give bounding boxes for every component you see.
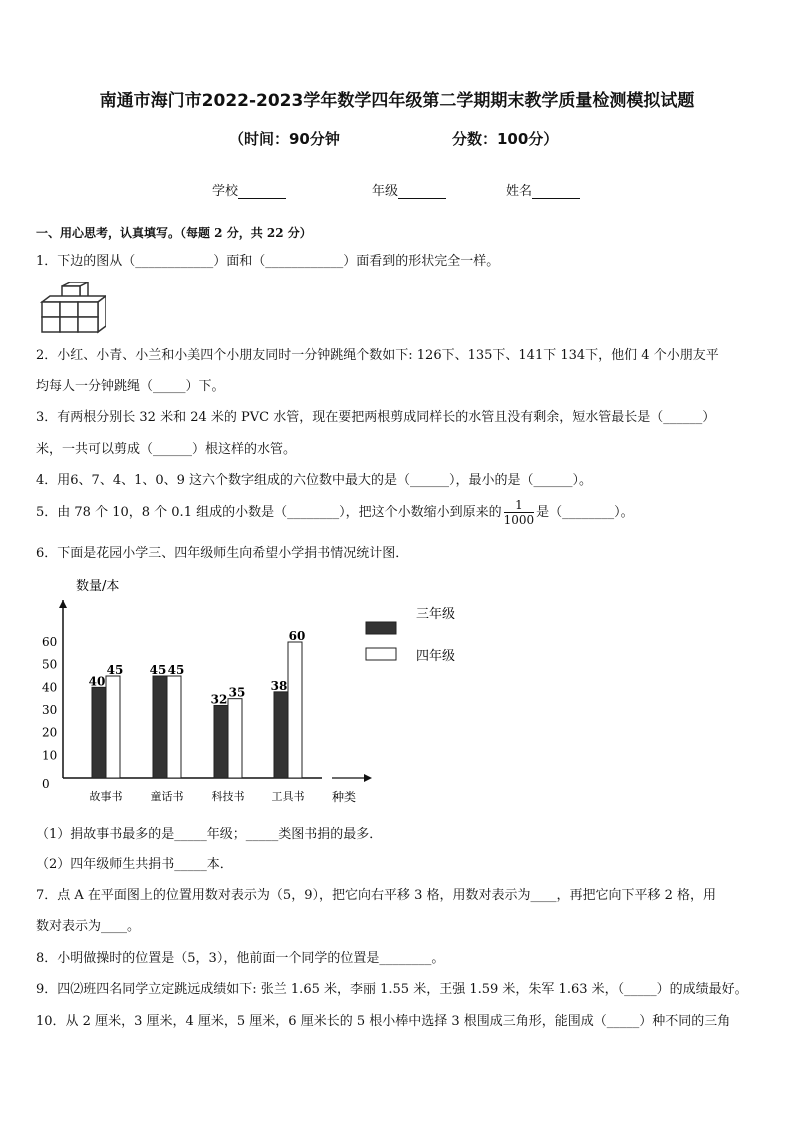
bar-value-label: 45	[106, 663, 124, 677]
x-axis-label: 种类	[332, 790, 357, 804]
fraction-denominator: 1000	[503, 513, 535, 527]
fraction	[504, 498, 535, 527]
school-field[interactable]	[212, 180, 286, 199]
page-title: 南通市海门市2022-2023学年数学四年级第二学期期末教学质量检测模拟试题	[99, 91, 695, 111]
y-tick-label: 50	[42, 657, 58, 672]
question-7-line-2: 数对表示为____。	[36, 919, 141, 934]
y-tick-label: 30	[42, 703, 58, 717]
bar-value-label: 32	[210, 692, 228, 707]
y-tick-label: 20	[42, 725, 58, 740]
fraction-numerator: 1	[504, 498, 535, 513]
bar-chart	[40, 570, 480, 810]
grade-label: 年级	[372, 184, 399, 199]
bar-value-label: 35	[228, 685, 246, 700]
bar-value-label: 45	[167, 663, 185, 677]
x-tick-label: 故事书	[89, 790, 123, 803]
name-label: 姓名	[506, 184, 533, 199]
grade-field[interactable]	[372, 180, 446, 199]
question-8: 8．小明做操时的位置是（5，3），他前面一个同学的位置是________。	[36, 951, 445, 966]
legend-swatch	[366, 622, 396, 634]
y-axis-arrow	[59, 600, 67, 608]
x-tick-label: 童话书	[150, 790, 184, 803]
question-9: 9．四⑵班四名同学立定跳远成绩如下: 张兰 1.65 米，李丽 1.55 米，王强 1.59 米，朱军 1.63 米，（_____）的成绩最好。	[36, 982, 748, 997]
bar	[92, 687, 106, 778]
question-7-line-1: 7．点 A 在平面图上的位置用数对表示为（5，9），把它向右平移 3 格，用数对表示为____，再把它向下平移 2 格，用	[36, 888, 717, 903]
grade-blank[interactable]	[398, 186, 446, 199]
school-blank[interactable]	[238, 186, 286, 199]
question-2-line-1: 2．小红、小青、小兰和小美四个小朋友同时一分钟跳绳个数如下: 126下、135下、141下 134下，他们 4 个小朋友平	[36, 348, 719, 363]
legend-label: 三年级	[416, 607, 456, 622]
legend-swatch	[366, 648, 396, 660]
question-10: 10．从 2 厘米，3 厘米，4 厘米，5 厘米，6 厘米长的 5 根小棒中选择 3 根围成三角形，能围成（_____）种不同的三角	[36, 1014, 731, 1029]
name-blank[interactable]	[532, 186, 580, 199]
x-tick-label: 工具书	[271, 790, 305, 803]
bar	[167, 676, 181, 778]
legend-label: 四年级	[416, 649, 456, 664]
y-tick-label: 60	[42, 635, 58, 649]
question-3-line-1: 3．有两根分别长 32 米和 24 米的 PVC 水管，现在要把两根剪成同样长的水管且没有剩余，短水管最长是（______）	[36, 410, 716, 425]
question-5-text-before: 5．由 78 个 10，8 个 0.1 组成的小数是（________），把这个小数缩小到原来的	[36, 505, 502, 520]
school-label: 学校	[212, 184, 239, 199]
question-2-line-2: 均每人一分钟跳绳（_____）下。	[36, 379, 225, 394]
exam-time: （时间：90分钟	[229, 130, 340, 148]
bar	[153, 676, 167, 778]
question-5-text-after: 是（________）。	[536, 505, 634, 520]
y-axis-label: 数量/本	[76, 579, 120, 594]
x-axis-arrow	[364, 774, 372, 782]
cube-figure	[40, 282, 106, 334]
y-tick-label: 10	[42, 748, 58, 763]
bar-value-label: 45	[149, 663, 167, 677]
section-heading: 一、用心思考，认真填写。（每题 2 分，共 22 分）	[36, 226, 312, 240]
bar-value-label: 38	[270, 678, 288, 693]
question-5	[36, 498, 634, 527]
bar	[274, 692, 288, 778]
question-3-line-2: 米，一共可以剪成（______）根这样的水管。	[36, 442, 297, 457]
question-6-sub-2: （2）四年级师生共捐书_____本．	[36, 857, 233, 872]
bar	[214, 705, 228, 778]
bar	[288, 642, 302, 778]
question-6-sub-1: （1）捐故事书最多的是_____年级；_____类图书捐的最多．	[36, 827, 383, 842]
question-6: 6．下面是花园小学三、四年级师生向希望小学捐书情况统计图．	[36, 546, 409, 561]
bar	[106, 676, 120, 778]
y-tick-label: 0	[42, 777, 50, 791]
exam-score: 分数：100分）	[452, 130, 559, 148]
name-field[interactable]	[506, 180, 580, 199]
question-1: 1．下边的图从（____________）面和（____________）面看到的形状完全一样。	[36, 254, 500, 269]
bar	[228, 699, 242, 778]
y-tick-label: 40	[42, 680, 58, 695]
bar-value-label: 60	[288, 629, 306, 643]
bar-value-label: 40	[88, 674, 106, 689]
question-4: 4．用6、7、4、1、0、9 这六个数字组成的六位数中最大的是（______），最小的是（______）。	[36, 473, 593, 488]
x-tick-label: 科技书	[211, 790, 245, 803]
